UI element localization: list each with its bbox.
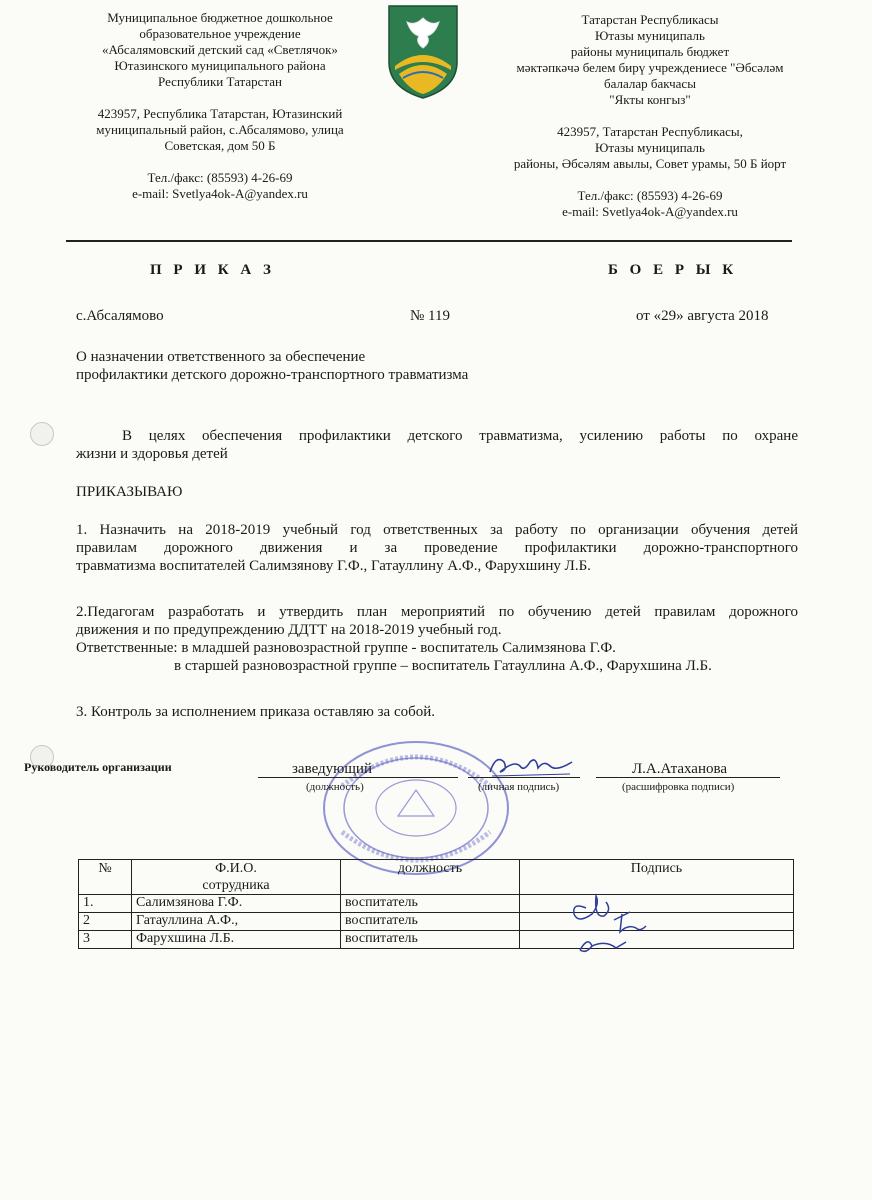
preamble-line: жизни и здоровья детей bbox=[76, 446, 228, 462]
subject-line: профилактики детского дорожно-транспортного травматизма bbox=[76, 367, 469, 383]
header-left-org bbox=[70, 10, 370, 202]
table-row bbox=[79, 913, 794, 931]
row-number: 3 bbox=[79, 931, 132, 949]
round-seal-stamp bbox=[318, 738, 514, 878]
order-number: № 119 bbox=[410, 308, 451, 324]
org-name-line: Ютазы муниципаль bbox=[595, 28, 705, 43]
org-name-line: «Абсалямовский детский сад «Светлячок» bbox=[102, 42, 338, 57]
title-boeryk: Б О Е Р Ы К bbox=[608, 262, 738, 278]
signature-caption: (личная подпись) bbox=[478, 781, 560, 793]
address-line: районы, Әбсәлям авылы, Совет урамы, 50 Б йорт bbox=[513, 156, 787, 171]
email: e-mail: Svetlya4ok-A@yandex.ru bbox=[132, 186, 308, 201]
org-name-line: районы муниципаль бюджет bbox=[570, 44, 730, 59]
table-row bbox=[79, 931, 794, 949]
head-signature bbox=[486, 750, 576, 780]
table-header-row bbox=[79, 860, 794, 895]
table-row bbox=[79, 895, 794, 913]
item-line: движения и по предупреждению ДДТТ на 2018-2019 учебный год. bbox=[76, 622, 502, 638]
org-name-line: "Якты конгыз" bbox=[609, 92, 691, 107]
signature-line bbox=[468, 777, 580, 778]
order-command: ПРИКАЗЫВАЮ bbox=[76, 484, 183, 500]
org-name-line: балалар бакчасы bbox=[604, 76, 696, 91]
staff-acknowledgement-table bbox=[78, 859, 794, 949]
name-caption: (расшифровка подписи) bbox=[622, 781, 735, 793]
item-line: правилам дорожного движения и за проведение профилактики дорожно-транспортного bbox=[76, 540, 798, 556]
org-name-line: образовательное учреждение bbox=[139, 26, 301, 41]
staff-signatures bbox=[566, 888, 686, 964]
name-line bbox=[596, 777, 780, 778]
col-header-name-line: сотрудника bbox=[202, 878, 270, 893]
phone-fax: Тел./факс: (85593) 4-26-69 bbox=[147, 170, 293, 185]
head-label: Руководитель организации bbox=[24, 760, 172, 774]
org-name-line: Ютазинского муниципального района bbox=[114, 58, 326, 73]
position-caption: (должность) bbox=[306, 781, 364, 793]
row-position: воспитатель bbox=[341, 913, 520, 931]
phone-fax: Тел./факс: (85593) 4-26-69 bbox=[577, 188, 723, 203]
address-line: 423957, Республика Татарстан, Ютазинский bbox=[97, 106, 343, 121]
responsible-line: Ответственные: в младшей разновозрастной группе - воспитатель Салимзянова Г.Ф. bbox=[76, 640, 616, 656]
row-position: воспитатель bbox=[341, 931, 520, 949]
item-line: травматизма воспитателей Салимзянову Г.Ф., Гатауллину А.Ф., Фарухшину Л.Б. bbox=[76, 558, 591, 574]
address-line: Советская, дом 50 Б bbox=[164, 138, 276, 153]
col-header-position: должность bbox=[341, 860, 520, 895]
order-place: с.Абсалямово bbox=[76, 308, 164, 324]
org-name-line: мәктәпкәчә белем бирү учреждениесе "Әбсәләм bbox=[516, 60, 784, 75]
head-name: Л.А.Атаханова bbox=[632, 761, 728, 777]
row-name: Фарухшина Л.Б. bbox=[132, 931, 341, 949]
row-name: Салимзянова Г.Ф. bbox=[132, 895, 341, 913]
col-header-number: № bbox=[79, 860, 132, 895]
email: e-mail: Svetlya4ok-A@yandex.ru bbox=[562, 204, 738, 219]
order-item-2 bbox=[76, 603, 798, 675]
header-divider bbox=[66, 240, 792, 242]
order-item-1 bbox=[76, 521, 798, 575]
order-item-3: 3. Контроль за исполнением приказа оставляю за собой. bbox=[76, 704, 436, 720]
row-number: 1. bbox=[79, 895, 132, 913]
preamble-line: В целях обеспечения профилактики детского травматизма, усилению работы по охране bbox=[122, 428, 798, 444]
address-line: Ютазы муниципаль bbox=[595, 140, 705, 155]
row-name: Гатауллина А.Ф., bbox=[132, 913, 341, 931]
item-line: 2.Педагогам разработать и утвердить план мероприятий по обучению детей правилам дорожного bbox=[76, 604, 798, 620]
org-name-line: Муниципальное бюджетное дошкольное bbox=[107, 10, 333, 25]
preamble bbox=[76, 427, 798, 463]
subject-line: О назначении ответственного за обеспечение bbox=[76, 349, 366, 365]
item-line: 1. Назначить на 2018-2019 учебный год ответственных за работу по организации обучения детей bbox=[76, 522, 798, 538]
org-name-line: Республики Татарстан bbox=[158, 74, 282, 89]
address-line: 423957, Татарстан Республикасы, bbox=[557, 124, 743, 139]
position-line bbox=[258, 777, 458, 778]
title-prikaz: П Р И К А З bbox=[150, 262, 275, 278]
col-header-name bbox=[132, 860, 341, 895]
header-right-org bbox=[480, 12, 820, 220]
hole-punch-mark bbox=[30, 422, 54, 446]
row-number: 2 bbox=[79, 913, 132, 931]
org-name-line: Татарстан Республикасы bbox=[581, 12, 719, 27]
col-header-name-line: Ф.И.О. bbox=[215, 861, 257, 876]
order-subject bbox=[76, 348, 468, 384]
col-header-signature: Подпись bbox=[520, 860, 794, 895]
coat-of-arms-emblem bbox=[385, 4, 461, 100]
responsible-line: в старшей разновозрастной группе – воспитатель Гатауллина А.Ф., Фарухшина Л.Б. bbox=[174, 658, 712, 674]
address-line: муниципальный район, с.Абсалямово, улица bbox=[96, 122, 344, 137]
row-position: воспитатель bbox=[341, 895, 520, 913]
order-date: от «29» августа 2018 bbox=[636, 308, 769, 324]
head-position: заведующий bbox=[292, 761, 372, 777]
